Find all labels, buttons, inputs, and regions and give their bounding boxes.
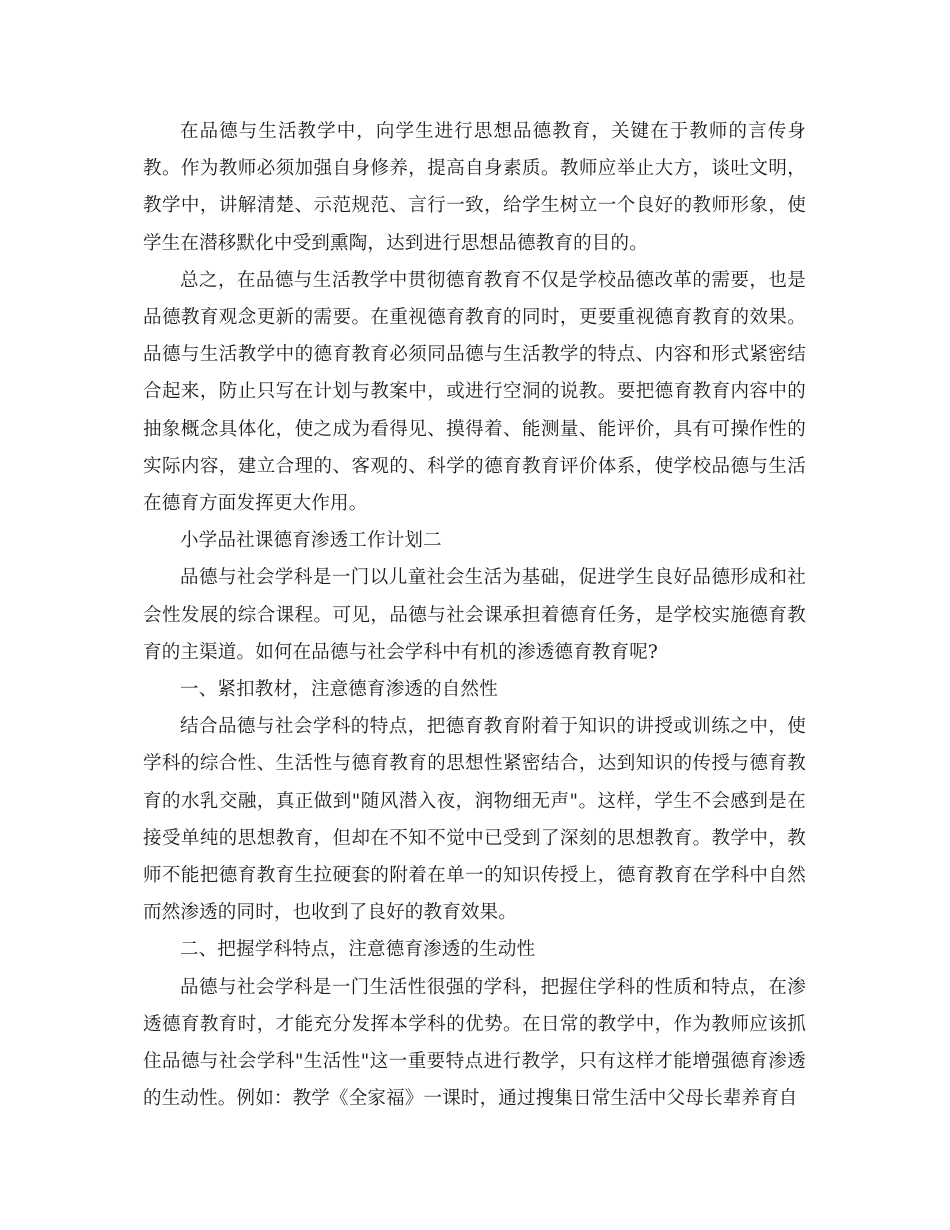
paragraph-intro: 品德与社会学科是一门以儿童社会生活为基础，促进学生良好品德形成和社会性发展的综合课程。可见，品德与社会课承担着德育任务，是学校实施德育教育的主渠道。如何在品德与社会学科中有机的渗透德育教育呢? [143,567,806,663]
heading-point-two: 二、把握学科特点，注意德育渗透的生动性 [180,939,536,961]
paragraph-point-two: 品德与社会学科是一门生活性很强的学科，把握住学科的性质和特点，在渗透德育教育时，才能充分发挥本学科的优势。在日常的教学中，作为教师应该抓住品德与社会学科"生活性"这一重要特点进行教学，只有这样才能增强德育渗透的生动性。例如：教学《全家福》一课时，通过搜集日常生活中父母长辈养育自 [143,976,806,1110]
heading-point-one: 一、紧扣教材，注意德育渗透的自然性 [180,679,498,701]
paragraph-point-one: 结合品德与社会学科的特点，把德育教育附着于知识的讲授或训练之中，使学科的综合性、生活性与德育教育的思想性紧密结合，达到知识的传授与德育教育的水乳交融，真正做到"随风潜入夜，润物细无声"。这样，学生不会感到是在接受单纯的思想教育，但却在不知不觉中已受到了深刻的思想教育。教学中，教师不能把德育教育生拉硬套的附着在单一的知识传授上，德育教育在学科中自然而然渗透的同时，也收到了良好的教育效果。 [143,716,806,924]
paragraph-conclusion: 总之，在品德与生活教学中贯彻德育教育不仅是学校品德改革的需要，也是品德教育观念更新的需要。在重视德育教育的同时，更要重视德育教育的效果。品德与生活教学中的德育教育必须同品德与生活教学的特点、内容和形式紧密结合起来，防止只写在计划与教案中，或进行空洞的说教。要把德育教育内容中的抽象概念具体化，使之成为看得见、摸得着、能测量、能评价，具有可操作性的实际内容，建立合理的、客观的、科学的德育教育评价体系，使学校品德与生活在德育方面发挥更大作用。 [143,269,806,515]
section-title-plan-two: 小学品社课德育渗透工作计划二 [180,530,442,552]
document-page [143,113,806,1117]
paragraph-teacher-example: 在品德与生活教学中，向学生进行思想品德教育，关键在于教师的言传身教。作为教师必须加强自身修养，提高自身素质。教师应举止大方，谈吐文明，教学中，讲解清楚、示范规范、言行一致，给学生树立一个良好的教师形象，使学生在潜移默化中受到熏陶，达到进行思想品德教育的目的。 [143,121,806,254]
